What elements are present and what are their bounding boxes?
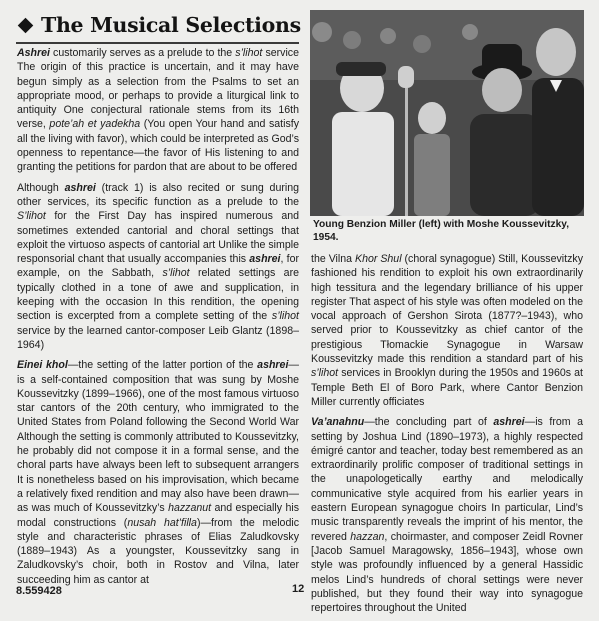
term-einei-khol: Einei khol (17, 359, 68, 372)
photo-caption: Young Benzion Miller (left) with Moshe Koussevitzky, 1954. (313, 219, 570, 243)
photo-illustration (310, 10, 584, 216)
text: (choral synagogue) Still, Koussevitzky fashioned his rendition to exploit his own extraordinarily high tessitura and the legendary brilliance of his upper register That aspect of his style was often modeled on the vocal approach of Gershon Sirota (1877?–1943), who served prior to Koussevitzky as chief cantor of the prestigious Tłomackie Synagogue in Warsaw Koussevitzky made this rendition a standard part of his (311, 253, 583, 366)
term-slihot: S’lihot (17, 210, 46, 223)
text: , for example, on the Sabbath, (17, 253, 299, 280)
right-column (311, 252, 583, 621)
diamond-bullet-icon (18, 17, 34, 33)
paragraph-ashrei-intro (17, 46, 299, 175)
paragraph-einei-khol (17, 358, 299, 587)
term-slihot: s’lihot (271, 310, 299, 323)
term-hazzanut: hazzanut (168, 502, 212, 515)
term-slihot: s’lihot (311, 367, 339, 380)
term-ashrei: ashrei (493, 416, 525, 429)
term-slihot: s’lihot (162, 267, 190, 280)
heading-rule (16, 42, 299, 44)
term-ashrei: ashrei (249, 253, 281, 266)
text: service by the learned cantor-composer Leib Glantz (1898–1964) (17, 324, 299, 351)
term-poteah: pote’ah et yadekha (49, 118, 141, 131)
text: —is from a setting by Joshua Lind (1890–1973), a highly respected émigré cantor and teacher, today best remembered as an extraordinarily prolific composer of traditional settings in the unapologetically earthy and melodically communicative style acquired from his earlier years in eastern European synagogue choirs In particular, Lind’s music transparently reveals the imprint of his mentor, the revered (311, 416, 583, 543)
text: services in Brooklyn during the 1950s and 1960s at Temple Beth El of Boro Park, where Cantor Benzion Miller currently officiates (311, 367, 583, 408)
paragraph-ashrei-function (17, 181, 299, 353)
text: service The origin of this practice is uncertain, and it may have begun simply as a selection from the Psalms to set an appropriate mood, or perhaps to provide a liturgical link to antiquity One conjectural rationale stems from its 16th verse, (17, 47, 299, 131)
term-nusah: nusah hat’filla (127, 516, 197, 529)
term-ashrei: ashrei (257, 359, 289, 372)
text: customarily serves as a prelude to the (49, 47, 236, 59)
text: related settings are typically clothed in a tone of awe and supplication, in keeping with the occasion In this rendition, the opening section is excerpted from a complete setting of the (17, 267, 299, 323)
text: (You open Your hand and satisfy all the living with favor), which could be interpreted as God’s openness to repentance—the favor of His listening to and granting the petitions for pardon that are about to be offered (17, 118, 300, 174)
term-hazzan: hazzan (350, 530, 385, 543)
text: (track 1) is also recited or sung during other services, its specific function as a prelude to the (17, 181, 300, 208)
text: —the concluding part of (364, 416, 494, 429)
paragraph-vaanahnu (311, 415, 583, 615)
text: —is a self-contained composition that was sung by Moshe Koussevitzky (1899–1966), one of the most famous virtuoso star cantors of the 20th century, who immigrated to the United States from Poland following the Second World War Although the setting is commonly attributed to Koussevitzky, he probably did not compose it in a formal sense, and the choral parts have always been left to subsequent arrangers It is nonetheless based on his improvisation, which became a relatively fixed rendition and may also have been drawn—as was much of Koussevitzky’s (17, 359, 299, 515)
text: , choirmaster, and composer Zeidl Rovner [Jacob Samuel Maragowsky, 1856–1943], whose own style was profoundly influenced by a general Hassidic melos Lind’s hundreds of choral settings were never published, but they found their way into synagogue repertoires throughout the United (311, 530, 583, 615)
term-ashrei: Ashrei (17, 47, 50, 59)
photo-cantors (310, 10, 584, 216)
left-column (17, 46, 299, 593)
term-ashrei: ashrei (64, 181, 96, 194)
text: the Vilna (311, 253, 356, 265)
section-title: The Musical Selections (41, 13, 301, 37)
term-slihot: s’lihot (235, 47, 263, 59)
catalog-number: 8.559428 (16, 585, 62, 597)
paragraph-koussevitzky (311, 252, 583, 409)
term-khor-shul: Khor Shul (355, 253, 402, 265)
text: for the First Day has inspired numerous and sometimes extended cantorial and choral settings that exploit the virtuoso aspects of cantorial art Unlike the simple responsorial chant that usually accompanies this (17, 210, 299, 266)
text: and especially his modal constructions ( (17, 502, 299, 529)
text: Although (17, 181, 65, 194)
section-heading (16, 8, 301, 42)
text: )—from the melodic style and characteristic phrases of Elias Zaludkovsky (1889–1943) As a youngster, Koussevitzky sang in Zaludkovsky’s choir, both in Rostov and Vilna, later succeeding him as cantor at (17, 516, 299, 586)
page-number: 12 (292, 583, 305, 595)
term-vaanahnu: Va’anahnu (311, 416, 365, 429)
text: —the setting of the latter portion of the (67, 359, 258, 372)
